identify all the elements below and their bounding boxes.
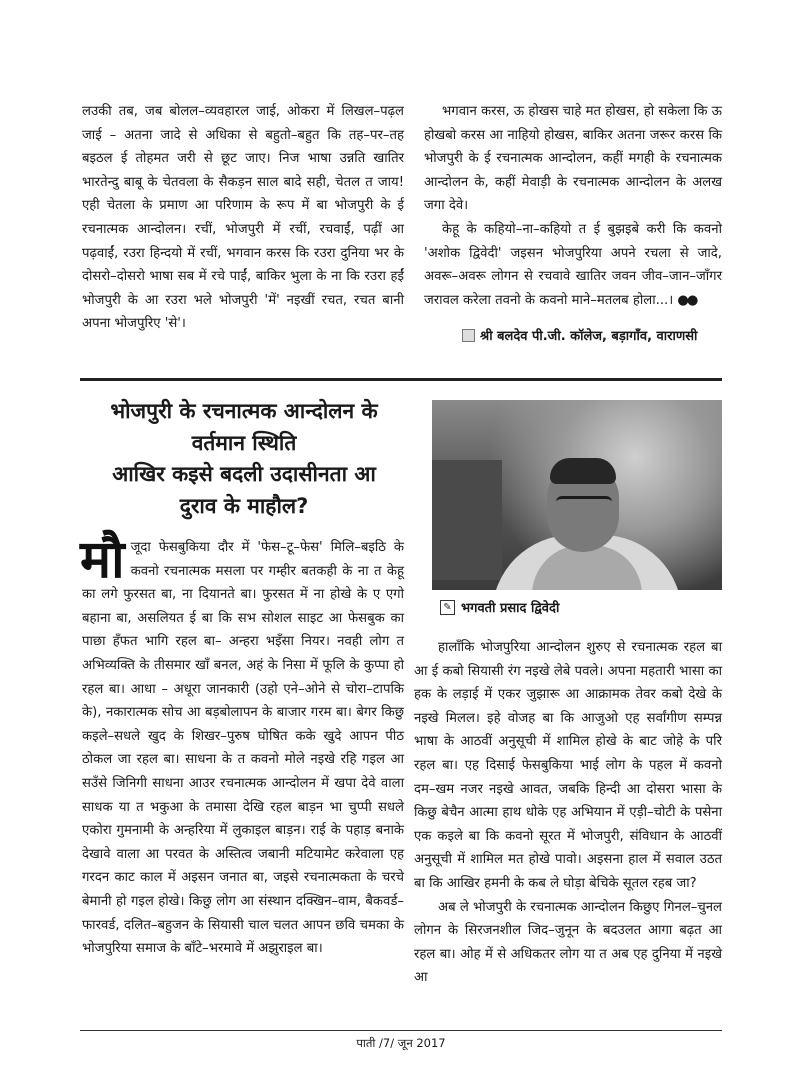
top-right-paragraph-2 [424,218,722,312]
photo-caption [440,598,720,616]
top-right-paragraph-2-text: केहू के कहियो–ना–कहियो त ई बुझइबे करी कि कवनो 'अशोक द्विवेदी' जइसन भोजपुरिया अपने रचला से जादे, अवरू–अवरू लोगन से रचवावे खातिर जवन जीव–जान–जाँगर जरावल करेला तवनो के कवनो माने–मतलब होला...। [424,221,722,308]
drop-cap: मौ [80,530,125,590]
article-right-paragraph-2: अब ले भोजपुरी के रचनात्मक आन्दोलन किछुए गिनल–चुनल लोगन के सिरजनशील जिद–जुनून के बदउलत आगा बढ़त आ रहल बा। ओह में से अधिकतर लोग या त अब एह दुनिया में नइखे आ [414,899,722,986]
article-paragraph-1 [80,530,404,961]
top-left-paragraph: लउकी तब, जब बोलल–व्यवहारल जाई, ओकरा में लिखल–पढ़ल जाई – अतना जादे से अधिका से बहुतो–बहुत कि तह–पर–तह बइठल ई तोहमत जरी से छूट जाए। निज भाषा उन्नति खातिर भारतेन्दु बाबू के चेतवला के सैकड़न साल बादे सही, चेतल त जाय! एही चेतला के प्रमाण आ परिणाम के रूप में बा भोजपुरी के ई रचनात्मक आन्दोलन। रचीं, भोजपुरी में रचीं, रचवाईं, पढ़ीं आ पढ़वाईं, रउरा हिन्दयो में रचीं, भगवान करस कि रउरा दुनिया भर के दोसरो–दोसरो भाषा सब में रचे पाईं, बाकिर भुला के ना कि रउरा हईं भोजपुरी के आ रउरा भले भोजपुरी 'में' नइखीं रचत, रचत बानी अपना भोजपुरिए 'से'। [82,104,404,332]
title-line-4: दुराव के माहौल? [179,493,309,518]
photo-caption-text: भगवती प्रसाद द्विवेदी [461,601,560,616]
author-photo [432,400,722,590]
article-right-paragraph-1: हालाँकि भोजपुरिया आन्दोलन शुरुए से रचनात्मक रहल बा आ ई कबो सियासी रंग नइखे लेबे पवले। अपना महतारी भासा का हक के लड़ाई में एकर जुझारू आ आक्रामक तेवर कबो देखे के नइखे मिलल। इहे वोजह बा कि आजुओ एह सर्वांगीण सम्पन्न भाषा के आठवीं अनुसूची में शामिल होखे के बाट जोहे के परि रहल बा। एह दिसाई फेसबुकिया भाई लोग के पहल में कवनो दम–खम नजर नइखे आवत, जबकि हिन्दी आ दोसरा भासा के किछु बेचैन आत्मा हाथ धोके एह अभियान में एड़ी–चोटी के पसेना एक कइले बा कि कवनो सूरत में भोजपुरी, संविधान के आठवीं अनुसूची में शामिल मत होखे पावो। अइसना हाल में सवाल उठत बा कि आखिर हमनी के कब ले घोड़ा बेचिके सूतल रहब जा? [414,640,722,891]
article-title [80,396,408,522]
end-mark: ●● [677,292,697,308]
byline [462,326,732,344]
page-footer: पाती /7/ जून 2017 [356,1036,446,1050]
article-paragraph-1-text: जूदा फेसबुकिया दौर में 'फेस–टू–फेस' मिलि–बइठि के कवनो रचनात्मक मसला पर गम्हीर बतकही के ना त केहू का लगे फुरसत बा, ना दियानते बा। फुरसत में ना होखे के ए एगो बहाना बा, असलियत ई बा कि सभ सोशल साइट आ फेसबुक का पाछा हँफत भागि रहल बा– अन्हरा भइँसा नियर। नवही लोग त अभिव्यक्ति के तीसमार खाँ बनल, अहं के निसा में फूलि के कुप्पा हो रहल बा। आधा – अधूरा जानकारी (उहो एने–ओने से चोरा–टापकि के), नकारात्मक सोच आ बड़बोलापन के बाजार गरम बा। बेगर किछु कइले–सधले खुद के शिखर–पुरुष घोषित कके खुदे आपन पीठ ठोकल जा रहल बा। साधना के त कवनो मोले नइखे रहि गइल आ सउँसे जिनिगी साधना आउर रचनात्मक आन्दोलन में खपा देवे वाला साधक या त भकुआ के तमासा देखि रहल बाड़न भा चुप्पी सधले एकोरा गुमनामी के अन्हरिया में लुकाइल बाड़न। राई के पहाड़ बनाके देखावे वाला आ परवत के अस्तित्व जबानी मटियामेट करेवाला एह गरदन काट काल में अइसन जनात बा, जइसे रचनात्मकता के चरचे बेमानी हो गइल होखे। किछु लोग आ संस्थान दक्खिन–वाम, बैकवर्ड–फारवर्ड, दलित–बहुजन के सियासी चाल चलत आपन छवि चमका के भोजपुरिया समाज के बाँटे–भरमावे में अझुराइल बा। [82,540,404,957]
top-right-column [424,100,722,312]
article-body-right [414,636,722,990]
section-divider [80,378,722,381]
square-bullet-icon [462,329,475,342]
title-line-1: भोजपुरी के रचनात्मक आन्दोलन के [110,399,378,423]
pen-icon: ✎ [440,600,455,615]
byline-text: श्री बलदेव पी.जी. कॉलेज, बड़ागाँव, वाराणसी [480,329,698,344]
title-line-2: वर्तमान स्थिति [191,430,297,455]
article-body-left [80,530,404,961]
top-right-paragraph-1: भगवान करस, ऊ होखस चाहे मत होखस, हो सकेला कि ऊ होखबो करस आ नाहियो होखस, बाकिर अतना जरूर करस कि भोजपुरी के ई रचनात्मक आन्दोलन, कहीं मगही के रचनात्मक आन्दोलन के, कहीं मेवाड़ी के रचनात्मक आन्दोलन के अलख जगा देवे। [424,104,723,214]
title-line-3: आखिर कइसे बदली उदासीनता आ [112,462,376,486]
footer-divider [80,1030,722,1031]
top-left-column [82,100,404,336]
